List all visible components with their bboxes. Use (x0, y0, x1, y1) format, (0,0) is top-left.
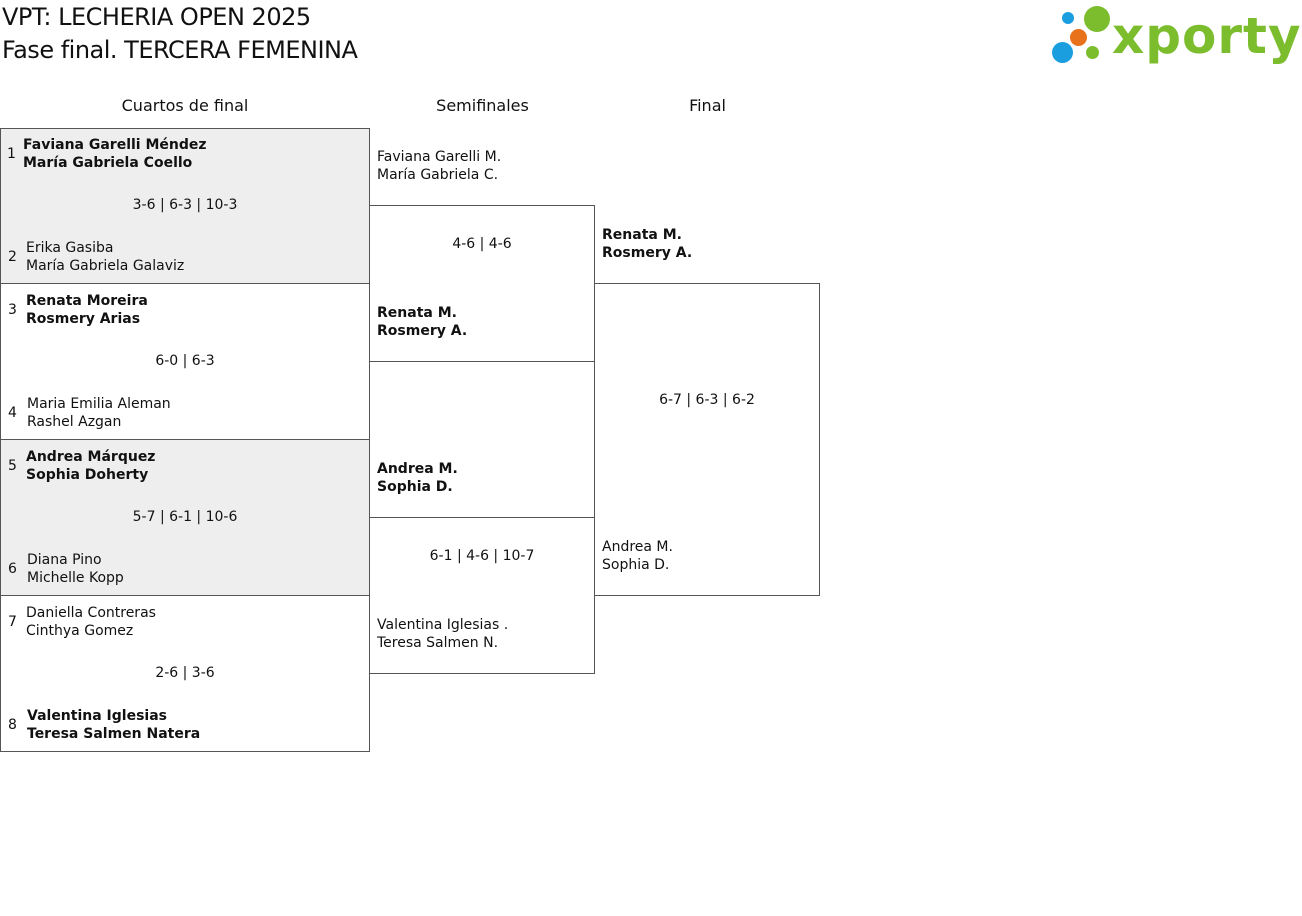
team-entry[interactable] (377, 616, 508, 652)
team-entry[interactable] (23, 136, 207, 172)
match-score: 2-6 | 3-6 (155, 665, 215, 681)
team-entry[interactable] (377, 460, 458, 496)
seed-number: 7 (8, 614, 17, 630)
xporty-logo (1050, 4, 1302, 68)
round-header-semifinals: Semifinales (436, 96, 529, 115)
match-score: 6-7 | 6-3 | 6-2 (659, 392, 755, 408)
page-title: VPT: LECHERIA OPEN 2025 (2, 3, 311, 31)
player-name: Andrea M. (377, 461, 458, 477)
round-header-final: Final (689, 96, 726, 115)
player-name: Rosmery A. (377, 323, 468, 339)
logo-dot-green-small (1086, 46, 1099, 59)
player-name: Faviana Garelli Méndez (23, 137, 207, 153)
seed-number: 5 (8, 458, 17, 474)
player-name: Valentina Iglesias (27, 708, 167, 724)
player-name: Rosmery A. (602, 245, 693, 261)
logo-text: xporty (1112, 7, 1302, 65)
team-entry[interactable] (27, 551, 124, 587)
player-name: Valentina Iglesias . (377, 617, 509, 633)
team-entry[interactable] (26, 239, 184, 275)
team-entry[interactable] (27, 395, 171, 431)
page-subtitle: Fase final. TERCERA FEMENINA (2, 36, 358, 64)
match-score: 6-0 | 6-3 (155, 353, 215, 369)
player-name: Daniella Contreras (26, 605, 156, 621)
player-name: María Gabriela Coello (23, 155, 193, 171)
logo-dot-blue (1062, 12, 1074, 24)
player-name: Andrea M. (602, 539, 673, 555)
team-entry[interactable] (27, 707, 200, 743)
round-header-quarterfinals: Cuartos de final (121, 96, 249, 115)
logo-dot-green (1084, 6, 1110, 32)
player-name: Erika Gasiba (26, 240, 114, 256)
player-name: Sophia Doherty (26, 467, 149, 483)
seed-number: 4 (8, 405, 17, 421)
match-score: 4-6 | 4-6 (452, 236, 512, 252)
player-name: Renata M. (377, 305, 457, 321)
player-name: María Gabriela Galaviz (26, 258, 185, 274)
player-name: Michelle Kopp (27, 570, 124, 586)
match-score: 3-6 | 6-3 | 10-3 (132, 197, 238, 213)
player-name: Sophia D. (602, 557, 670, 573)
team-entry[interactable] (26, 604, 156, 640)
player-name: Renata Moreira (26, 293, 148, 309)
player-name: Andrea Márquez (26, 449, 156, 465)
player-name: María Gabriela C. (377, 167, 499, 183)
match-score: 5-7 | 6-1 | 10-6 (132, 509, 238, 525)
player-name: Teresa Salmen N. (377, 635, 499, 651)
player-name: Rashel Azgan (27, 414, 122, 430)
seed-number: 6 (8, 561, 17, 577)
team-entry[interactable] (26, 292, 148, 328)
player-name: Rosmery Arias (26, 311, 141, 327)
player-name: Diana Pino (27, 552, 102, 568)
team-entry[interactable] (602, 226, 692, 262)
seed-number: 8 (8, 717, 17, 733)
player-name: Faviana Garelli M. (377, 149, 502, 165)
team-entry[interactable] (602, 538, 673, 574)
player-name: Maria Emilia Aleman (27, 396, 171, 412)
team-entry[interactable] (26, 448, 155, 484)
logo-dot-blue-large (1052, 42, 1073, 63)
seed-number: 3 (8, 302, 17, 318)
player-name: Teresa Salmen Natera (27, 726, 201, 742)
player-name: Sophia D. (377, 479, 453, 495)
player-name: Renata M. (602, 227, 682, 243)
team-entry[interactable] (377, 304, 467, 340)
logo-dot-orange (1070, 29, 1087, 46)
seed-number: 2 (8, 249, 17, 265)
team-entry[interactable] (377, 148, 501, 184)
match-score: 6-1 | 4-6 | 10-7 (429, 548, 535, 564)
seed-number: 1 (7, 146, 16, 162)
player-name: Cinthya Gomez (26, 623, 134, 639)
